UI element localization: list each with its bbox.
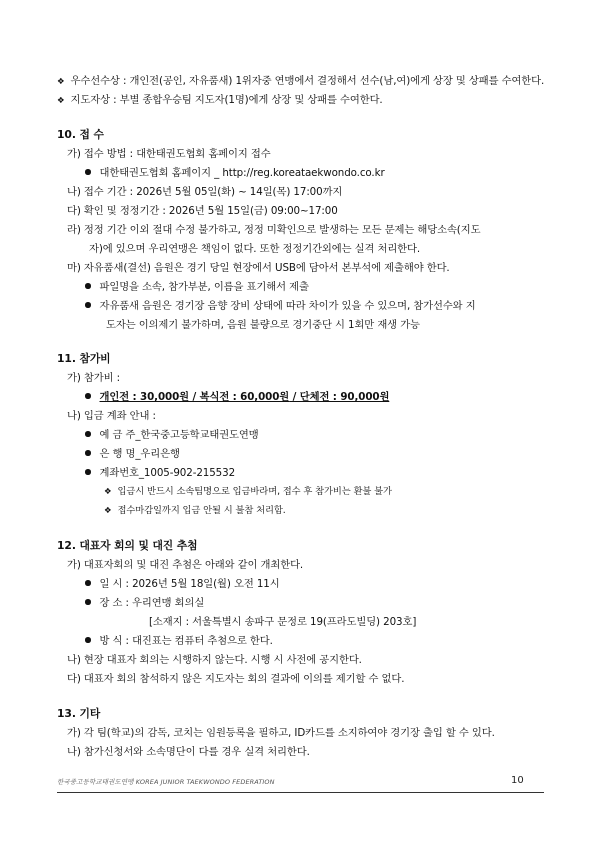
s10-ma-bullet-1	[85, 280, 309, 294]
bullet-icon	[85, 283, 91, 289]
s13-ga: 가) 각 팀(학교)의 감독, 코치는 임원등록을 필하고, ID카드를 소지하여야 경기장 출입 할 수 있다.	[67, 727, 495, 739]
footer-org: 한국중고등학교태권도연맹 KOREA JUNIOR TAEKWONDO FEDERATION	[57, 778, 275, 786]
s10-ma-bullet-2	[85, 299, 476, 313]
fee-individual: 개인전 : 30,000원	[99, 391, 190, 403]
diamond-bullet-icon: ❖	[57, 77, 65, 87]
bank-name	[85, 447, 180, 461]
bullet-text: 파일명을 소속, 참가부분, 이름을 표기해서 제출	[99, 281, 309, 293]
bullet-icon	[85, 302, 91, 308]
meeting-date	[85, 577, 280, 591]
section-11-title: 11. 참가비	[57, 352, 111, 365]
bullet-icon	[85, 469, 91, 475]
bullet-text: 은 행 명_우리은행	[99, 448, 180, 460]
account-holder	[85, 428, 259, 442]
fee-line	[85, 390, 389, 404]
bullet-icon	[85, 580, 91, 586]
note-text: 접수마감일까지 입금 안될 시 불참 처리함.	[117, 505, 286, 516]
s10-na: 나) 접수 기간 : 2026년 5월 05일(화) ~ 14일(목) 17:00까지	[67, 186, 343, 198]
note-text: 입금시 반드시 소속팀명으로 입금바라며, 접수 후 참가비는 환불 불가	[117, 486, 392, 497]
s10-ma: 마) 자유품새(결선) 음원은 경기 당일 현장에서 USB에 담아서 본부석에 제출해야 한다.	[67, 262, 450, 274]
bullet-text: 일 시 : 2026년 5월 18일(월) 오전 11시	[99, 578, 280, 590]
s12-da: 다) 대표자 회의 참석하지 않은 지도자는 회의 결과에 이의를 제기할 수 없다.	[67, 673, 405, 685]
award-line-best-player	[57, 74, 544, 89]
fee-team: / 단체전 : 90,000원	[289, 391, 390, 403]
bullet-text: 계좌번호_1005-902-215532	[99, 467, 236, 479]
diamond-bullet-icon: ❖	[104, 487, 112, 497]
s13-na: 나) 참가신청서와 소속명단이 다를 경우 실격 처리한다.	[67, 746, 310, 758]
s10-da: 다) 확인 및 정정기간 : 2026년 5월 15일(금) 09:00~17:00	[67, 205, 338, 217]
section-13-title: 13. 기타	[57, 707, 101, 720]
fee-pair: / 복식전 : 60,000원	[189, 391, 290, 403]
registration-link[interactable]: 대한태권도협회 홈페이지 _ http://reg.koreataekwondo.co.kr	[99, 167, 385, 179]
bullet-icon	[85, 637, 91, 643]
s10-ma-bullet-2-cont: 도자는 이의제기 불가하며, 음원 불량으로 경기중단 시 1회만 재생 가능	[106, 319, 420, 331]
award-line-coach	[57, 93, 383, 108]
draw-method	[85, 634, 273, 648]
s12-na: 나) 현장 대표자 회의는 시행하지 않는다. 시행 시 사전에 공지한다.	[67, 654, 362, 666]
s12-ga: 가) 대표자회의 및 대진 추첨은 아래와 같이 개최한다.	[67, 559, 304, 571]
account-number	[85, 466, 235, 480]
award-text: 우수선수상 : 개인전(공인, 자유품새) 1위자중 연맹에서 결정해서 선수(남,여)에게 상장 및 상패를 수여한다.	[70, 75, 545, 87]
s11-na: 나) 입금 계좌 안내 :	[67, 410, 156, 422]
award-text: 지도자상 : 부별 종합우승팀 지도자(1명)에게 상장 및 상패를 수여한다.	[70, 94, 383, 106]
bullet-icon	[85, 431, 91, 437]
section-12-title: 12. 대표자 회의 및 대진 추첨	[57, 539, 198, 552]
bullet-icon	[85, 599, 91, 605]
diamond-bullet-icon: ❖	[104, 506, 112, 516]
section-10-title: 10. 접 수	[57, 128, 104, 141]
s10-ga: 가) 접수 방법 : 대한태권도협회 홈페이지 접수	[67, 148, 271, 160]
s10-ra-1: 라) 정정 기간 이외 절대 수정 불가하고, 정정 미확인으로 발생하는 모든 문제는 해당소속(지도	[67, 224, 481, 236]
bullet-text: 예 금 주_한국중고등학교태권도연맹	[99, 429, 259, 441]
meeting-address: [소재지 : 서울특별시 송파구 문정로 19(프라도빌딩) 203호]	[149, 616, 417, 628]
page-number: 10	[511, 775, 524, 786]
meeting-place	[85, 596, 204, 610]
bullet-text: 장 소 : 우리연맹 회의실	[99, 597, 205, 609]
bullet-text: 방 식 : 대진표는 컴퓨터 추첨으로 한다.	[99, 635, 273, 647]
bullet-icon	[85, 169, 91, 175]
s10-ra-2: 자)에 있으며 우리연맹은 책임이 없다. 또한 정정기간외에는 실격 처리한다.	[89, 243, 421, 255]
payment-note-1	[104, 485, 392, 499]
payment-note-2	[104, 504, 286, 518]
diamond-bullet-icon: ❖	[57, 96, 65, 106]
s11-ga: 가) 참가비 :	[67, 372, 121, 384]
footer-divider	[57, 792, 544, 793]
s10-ga-bullet	[85, 166, 385, 180]
bullet-icon	[85, 393, 91, 399]
bullet-icon	[85, 450, 91, 456]
bullet-text: 자유품새 음원은 경기장 음향 장비 상태에 따라 차이가 있을 수 있으며, 참가선수와 지	[99, 300, 476, 312]
